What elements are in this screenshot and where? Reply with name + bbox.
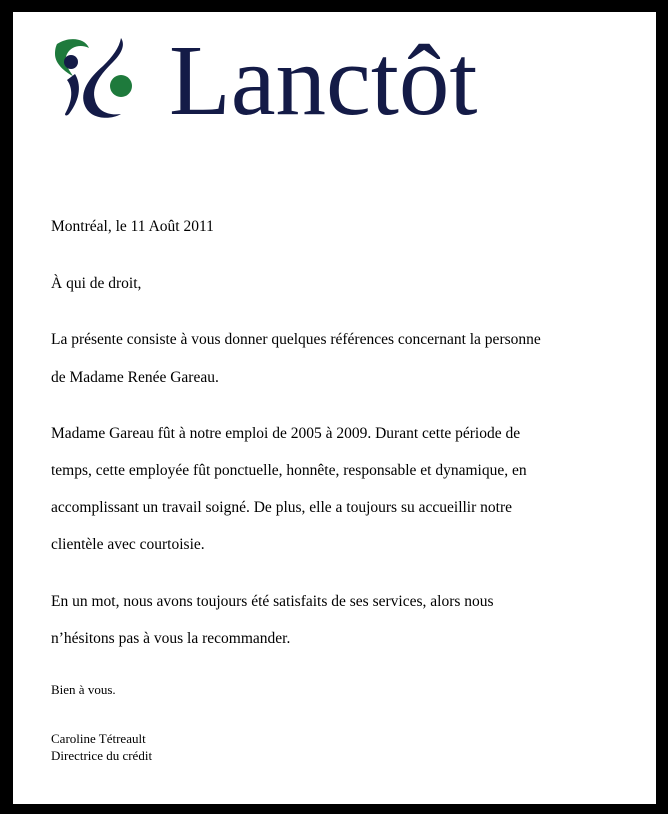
paragraph-line: n’hésitons pas à vous la recommander. <box>51 630 291 647</box>
paragraph-line: Madame Gareau fût à notre emploi de 2005 à 2009. Durant cette période de <box>51 425 521 442</box>
signatory-title: Directrice du crédit <box>51 748 153 763</box>
company-logo <box>51 24 591 136</box>
paragraph-line: temps, cette employée fût ponctuelle, honnête, responsable et dynamique, en <box>51 462 527 479</box>
paragraph-line: accomplissant un travail soigné. De plus, elle a toujours su accueillir notre <box>51 499 512 516</box>
paragraph-line: La présente consiste à vous donner quelques références concernant la personne <box>51 331 541 348</box>
letter-page <box>13 12 656 804</box>
letter-salutation: À qui de droit, <box>51 275 142 292</box>
letter-date: Montréal, le 11 Août 2011 <box>51 218 214 235</box>
logo-wordmark: Lanctôt <box>169 24 478 136</box>
paragraph-line: En un mot, nous avons toujours été satisfaits de ses services, alors nous <box>51 593 494 610</box>
logo-mark-icon <box>51 34 139 120</box>
paragraph-line: de Madame Renée Gareau. <box>51 369 219 386</box>
signatory-name: Caroline Tétreault <box>51 731 146 746</box>
paragraph-line: clientèle avec courtoisie. <box>51 536 205 553</box>
letter-closing: Bien à vous. <box>51 682 116 697</box>
